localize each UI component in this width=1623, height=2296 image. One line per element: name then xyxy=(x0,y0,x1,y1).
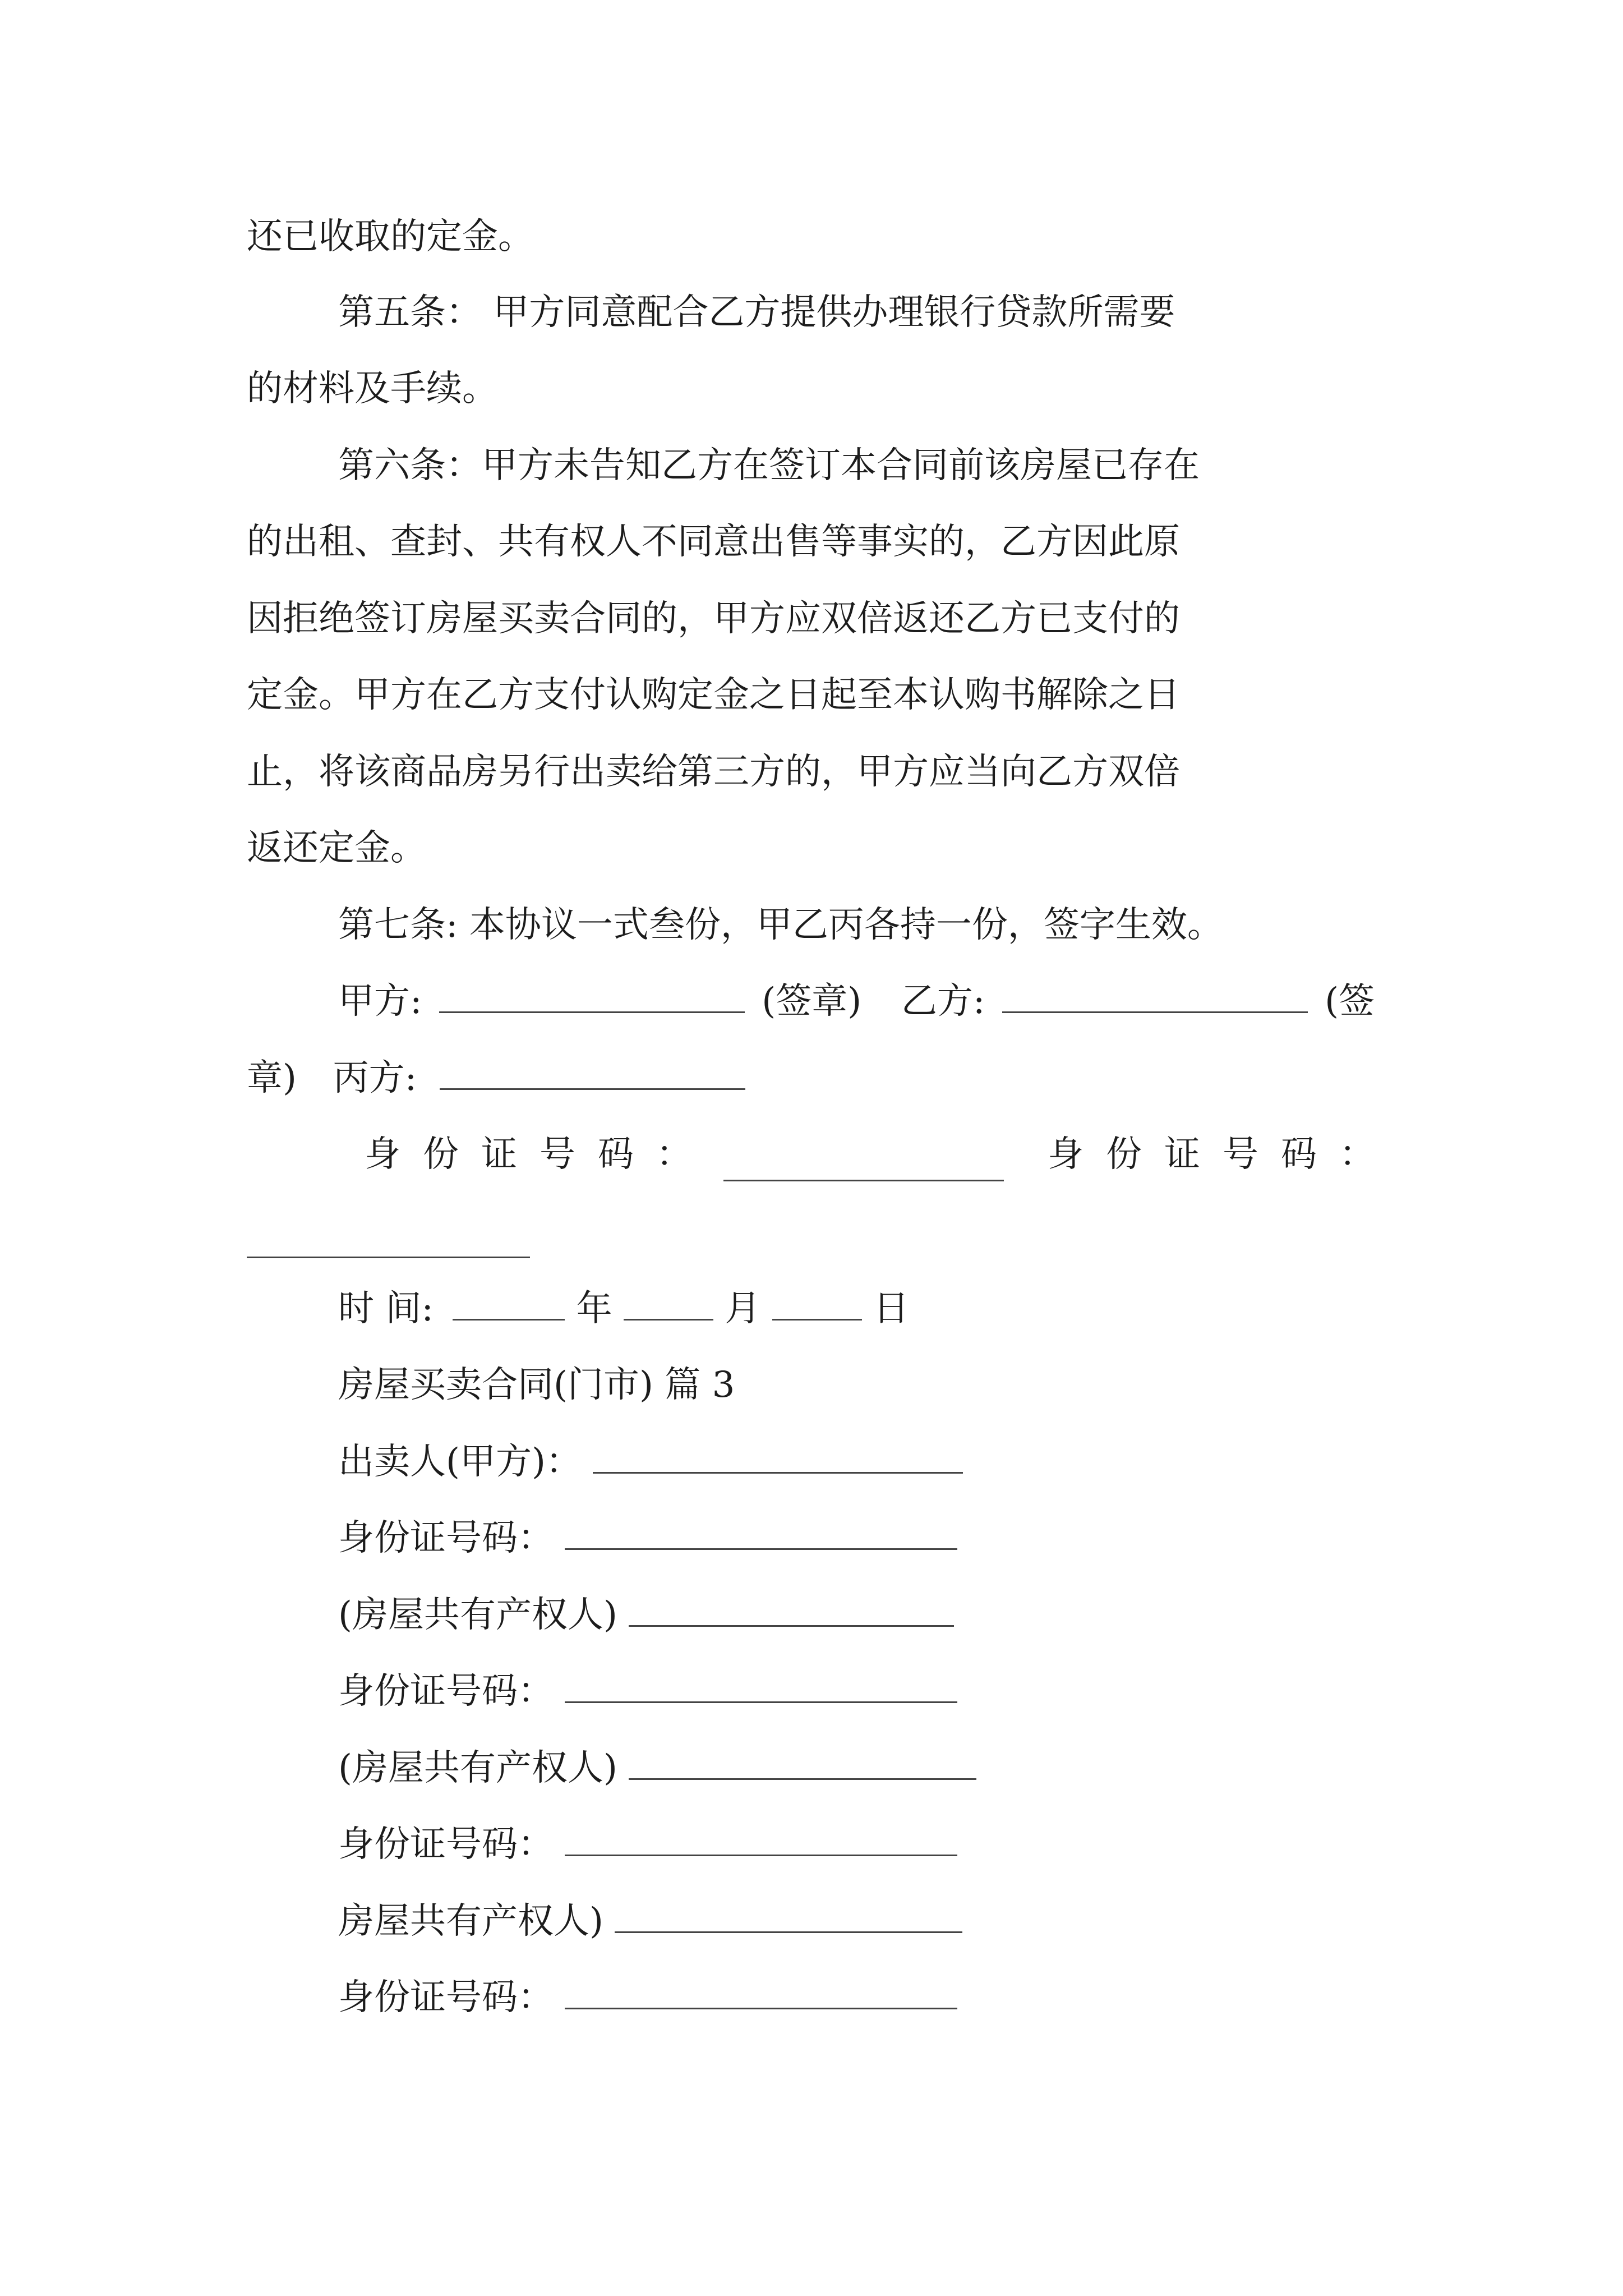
article-6-line: 因拒绝签订房屋买卖合同的，甲方应双倍返还乙方已支付的 xyxy=(247,598,1180,639)
seller-row xyxy=(338,1437,963,1487)
paragraph-line: 还已收取的定金。 xyxy=(247,216,534,257)
article-7-line: 第七条: 本协议一式叁份，甲乙丙各持一份，签字生效。 xyxy=(338,904,1223,946)
seller-blank[interactable] xyxy=(593,1437,963,1474)
date-label: 时 间: xyxy=(338,1288,434,1329)
id-blank[interactable] xyxy=(565,1973,957,2009)
party-b-seal-label: 章) xyxy=(247,1057,297,1099)
co-owner-row xyxy=(338,1743,976,1793)
day-blank[interactable] xyxy=(772,1284,862,1320)
id-number-label: 身份证号码： xyxy=(365,1134,714,1175)
id-label: 身份证号码： xyxy=(338,1977,554,2018)
id-number-blank[interactable] xyxy=(247,1257,530,1258)
id-label: 身份证号码： xyxy=(338,1824,554,1865)
party-a-signature-blank[interactable] xyxy=(439,977,745,1013)
article-6-line: 第六条：甲方未告知乙方在签订本合同前该房屋已存在 xyxy=(338,445,1200,486)
id-number-label: 身份证号码： xyxy=(1048,1134,1398,1175)
month-blank[interactable] xyxy=(624,1284,713,1320)
article-5-line: 的材料及手续。 xyxy=(247,368,498,409)
id-number-blank[interactable] xyxy=(723,1180,1004,1181)
co-owner-label: (房屋共有产权人) xyxy=(338,1747,617,1789)
co-owner-label: (房屋共有产权人) xyxy=(338,1594,617,1636)
year-label: 年 xyxy=(576,1288,612,1329)
id-blank[interactable] xyxy=(565,1667,957,1703)
article-6-line: 止，将该商品房另行出卖给第三方的，甲方应当向乙方双倍 xyxy=(247,751,1180,793)
party-a-label: 甲方: xyxy=(338,981,422,1022)
id-row xyxy=(338,1972,957,2023)
article-6-line: 返还定金。 xyxy=(247,827,426,869)
article-6-line: 的出租、查封、共有权人不同意出售等事实的，乙方因此原 xyxy=(247,521,1180,563)
party-b-seal-label: (签 xyxy=(1325,981,1375,1022)
co-owner-blank[interactable] xyxy=(615,1897,962,1933)
month-label: 月 xyxy=(725,1288,761,1329)
party-c-signature-blank[interactable] xyxy=(440,1053,745,1090)
co-owner-row xyxy=(338,1896,962,1947)
party-a-seal-label: (签章) xyxy=(762,981,862,1022)
co-owner-label: 房屋共有产权人) xyxy=(338,1901,603,1942)
seller-label: 出卖人(甲方)： xyxy=(338,1441,582,1483)
article-6-line: 定金。甲方在乙方支付认购定金之日起至本认购书解除之日 xyxy=(247,674,1180,716)
co-owner-blank[interactable] xyxy=(629,1590,954,1627)
day-label: 日 xyxy=(873,1288,909,1329)
signature-row xyxy=(247,1053,745,1103)
id-row xyxy=(338,1666,957,1717)
signature-row xyxy=(338,976,1375,1027)
article-5-line: 第五条： 甲方同意配合乙方提供办理银行贷款所需要 xyxy=(338,292,1175,333)
co-owner-row xyxy=(338,1590,954,1640)
party-c-label: 丙方: xyxy=(333,1057,417,1099)
id-blank[interactable] xyxy=(565,1513,957,1550)
party-b-label: 乙方: xyxy=(901,981,985,1022)
year-blank[interactable] xyxy=(453,1284,565,1320)
id-row xyxy=(338,1513,957,1563)
section-heading: 房屋买卖合同(门市) 篇 3 xyxy=(338,1364,735,1406)
co-owner-blank[interactable] xyxy=(629,1743,976,1780)
id-label: 身份证号码： xyxy=(338,1517,554,1559)
party-b-signature-blank[interactable] xyxy=(1002,977,1308,1013)
id-row xyxy=(338,1819,957,1870)
id-label: 身份证号码： xyxy=(338,1671,554,1712)
id-blank[interactable] xyxy=(565,1820,957,1856)
date-row xyxy=(338,1283,909,1334)
